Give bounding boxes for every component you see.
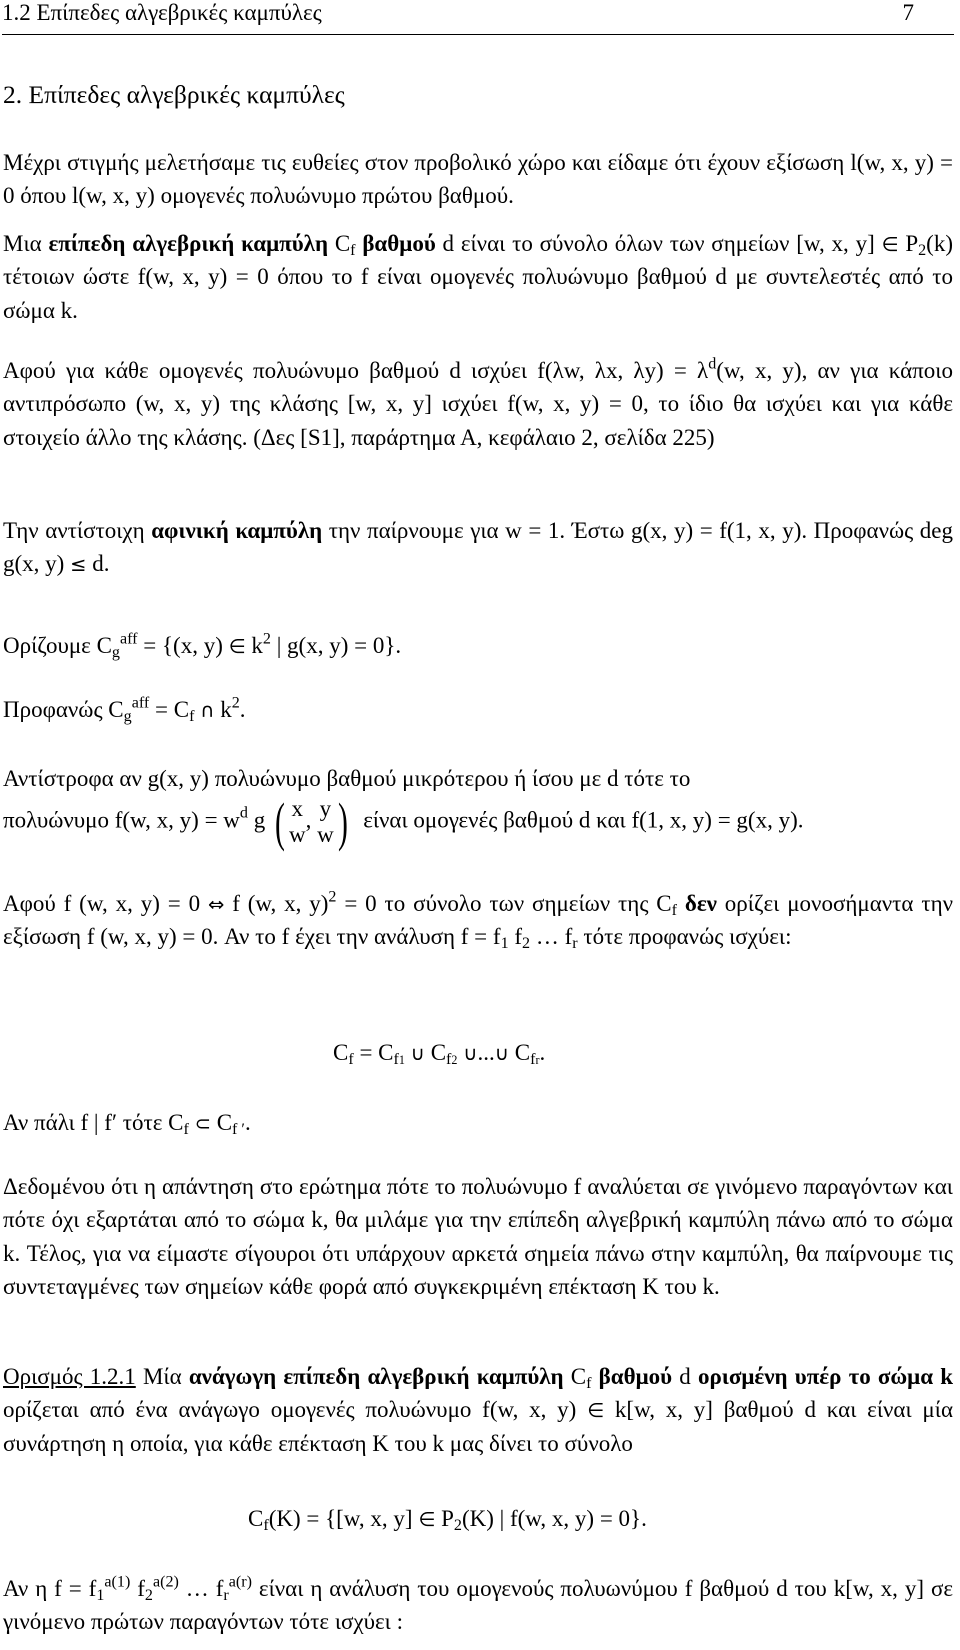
paragraph-intro: Μέχρι στιγμής μελετήσαμε τις ευθείες στον προβολικό χώρο και είδαμε ότι έχουν εξίσωση l(w, x, y) = 0 όπου l(w, x, y) ομογενές πολυώνυμο πρώτου βαθμού. bbox=[3, 150, 953, 209]
paragraph-converse-formula: πολυώνυμο f(w, x, $y) = w^d$ g ( x w , y w ) είναι ομογενές βαθμού d και f(1, x, y) = g(x, y). bbox=[3, 792, 804, 852]
element-of-symbol: ∈ bbox=[228, 635, 246, 658]
definition-label: Ορισμός 1.2.1 bbox=[3, 1364, 136, 1389]
element-of-symbol: ∈ bbox=[418, 1508, 436, 1531]
paragraph-define-cg: Ορίζουμε $C_g^{aff} = \{(x$, y) ∈ $k^2$ | g(x, y) = 0}. bbox=[3, 630, 402, 662]
subset-symbol: ⊂ bbox=[194, 1112, 211, 1135]
equation-union: $C_f = C_{f1}$ ∪ $C_{f2}$ ∪...∪ $C_{fr}$. bbox=[333, 1040, 546, 1069]
paragraph-converse-line: Αντίστροφα αν g(x, y) πολυώνυμο βαθμού μικρότερου ή ίσου με d τότε το bbox=[3, 766, 691, 791]
paragraph-curve-definition: Μια επίπεδη αλγεβρική καμπύλη $C_f$ βαθμού d είναι το σύνολο όλων των σημείων [w, x, y] ∈ $P_2(k)$ τέτοιων ώστε f(w, x, y) = 0 όπου το f είναι ομογενές πολυώνυμο βαθμού d με συντελεστές από το σώμα k. bbox=[3, 231, 953, 323]
leq-symbol: ≤ bbox=[70, 553, 87, 577]
fraction-x-over-w: x w bbox=[288, 795, 306, 847]
union-symbol: ∪ bbox=[494, 1042, 510, 1065]
fraction-y-over-w: y w bbox=[317, 795, 334, 847]
running-header bbox=[2, 0, 954, 35]
paragraph-cg-equals: Προφανώς $C_g^{aff} = C_f$ ∩ $k^2$. bbox=[3, 694, 246, 726]
intersection-symbol: ∩ bbox=[200, 699, 215, 722]
paragraph-factorization: Αφού f (w, x, y) = 0 ⇔ f (w, x, y)$^2$ = 0 το σύνολο των σημείων της $C_f$ δεν ορίζει μονοσήμαντα την εξίσωση f (w, x, y) = 0. Αν το f έχει την ανάλυση $f = f_1$ $f_2$ … $f_r$ τότε προφανώς ισχύει: bbox=[3, 888, 953, 953]
right-paren: ) bbox=[337, 792, 348, 852]
paragraph-affine-curve: Την αντίστοιχη αφινική καμπύλη την παίρνουμε για w = 1. Έστω g(x, y) = f(1, x, y). Προφανώς deg g(x, y) ≤ d. bbox=[3, 518, 954, 577]
paragraph-divisibility: Αν πάλι f | f′ τότε $C_f$ ⊂ $C_{f '}$. bbox=[3, 1110, 251, 1139]
element-of-symbol: ∈ bbox=[881, 233, 899, 256]
section-heading: 2. Επίπεδες αλγεβρικές καμπύλες bbox=[3, 80, 345, 109]
equation-cf-of-k: $C_f(K) = \{[w$, x, y] ∈ $P_2(K)$ | f(w, x, y) = 0}. bbox=[248, 1506, 647, 1535]
section-title: 1.2 Επίπεδες αλγεβρικές καμπύλες bbox=[2, 0, 322, 25]
page-number: 7 bbox=[902, 0, 914, 25]
left-paren: ( bbox=[275, 792, 285, 852]
union-symbol: ∪ bbox=[410, 1042, 425, 1065]
paragraph-field-extension: Δεδομένου ότι η απάντηση στο ερώτημα πότε το πολυώνυμο f αναλύεται σε γινόμενο παραγόντων και πότε όχι εξαρτάται από το σώμα k, θα μιλάμε για την επίπεδη αλγεβρική καμπύλη πάνω από το σώμα k. Τέλος, για να είμαστε σίγουροι ότι υπάρχουν αρκετά σημεία πάνω στην καμπύλη, θα παίρνουμε τις συντεταγμένες των σημείων κάθε φορά από συγκεκριμένη επέκταση Κ του k. bbox=[3, 1174, 953, 1300]
paragraph-homogeneity: Αφού για κάθε ομογενές πολυώνυμο βαθμού d ισχύει f(λw, λx, $\lambda y) = \lambda^d(w$, x, y), αν για κάποιο αντιπρόσωπο (w, x, y) της κλάσης [w, x, y] ισχύει f(w, x, y) = 0, το ίδιο θα ισχύει και για κάθε στοιχείο άλλο της κλάσης. (Δες [S1], παράρτημα Α, κεφάλαιο 2, σελίδα 225) bbox=[3, 355, 953, 450]
element-of-symbol: ∈ bbox=[587, 1399, 605, 1423]
union-symbol: ∪ bbox=[463, 1042, 478, 1065]
definition-1-2-1: Ορισμός 1.2.1 Μία ανάγωγη επίπεδη αλγεβρική καμπύλη $C_f$ βαθμού d ορισμένη υπέρ το σώμα k ορίζεται από ένα ανάγωγο ομογενές πολυώνυμο f(w, x, y) ∈ k[w, x, y] βαθμού d και είναι μία συνάρτηση η οποία, για κάθε επέκταση Κ του k μας δίνει το σύνολο bbox=[3, 1364, 954, 1456]
paragraph-prime-factorization: Αν η $f = f_1^{a(1)}$ $f_2^{a(2)}$ … $f_r^{a(r)}$ είναι η ανάλυση του ομογενούς πολυωνύμου f βαθμού d του k[w, x, y] σε γινόμενο πρώτων παραγόντων τότε ισχύει : bbox=[3, 1573, 953, 1635]
iff-arrow-icon: ⇔ bbox=[207, 893, 225, 916]
